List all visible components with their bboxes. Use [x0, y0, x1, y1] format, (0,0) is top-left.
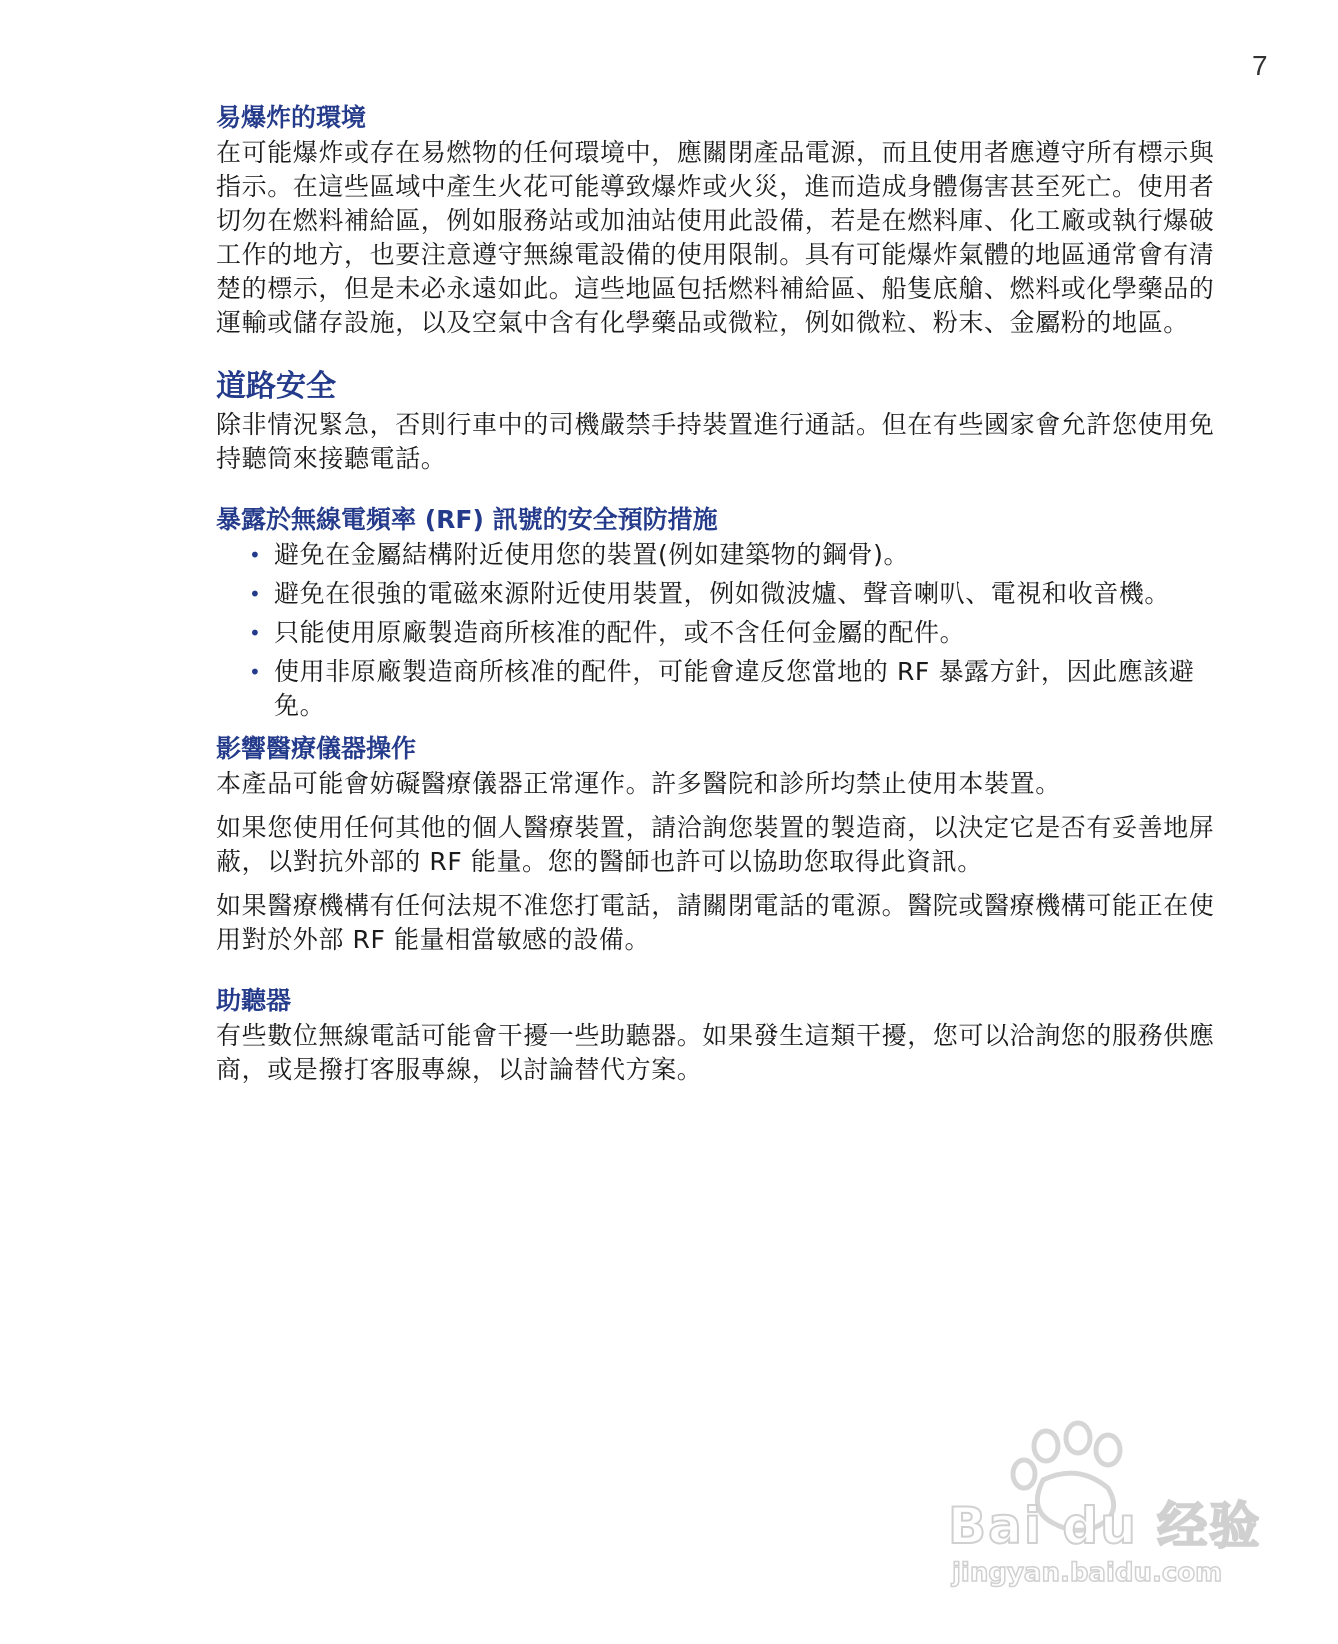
- list-item-text: 只能使用原廠製造商所核准的配件，或不含任何金屬的配件。: [274, 618, 966, 647]
- section-paragraph: 有些數位無線電話可能會干擾一些助聽器。如果發生這類干擾，您可以洽詢您的服務供應商，或是撥打客服專線，以討論替代方案。: [216, 1021, 1215, 1084]
- section-rf-exposure: [216, 502, 1228, 723]
- section-title: 影響醫療儀器操作: [216, 734, 417, 763]
- list-item-text: 使用非原廠製造商所核准的配件，可能會違反您當地的 RF 暴露方針，因此應該避免。: [274, 657, 1195, 720]
- list-item: [249, 538, 1228, 572]
- section-paragraph: 如果醫療機構有任何法規不准您打電話，請關閉電話的電源。醫院或醫療機構可能正在使用對於外部 RF 能量相當敏感的設備。: [216, 891, 1215, 954]
- section-explosive: [216, 100, 1228, 340]
- section-title: 暴露於無線電頻率 (RF) 訊號的安全預防措施: [216, 505, 718, 534]
- section-medical-devices: [216, 731, 1228, 957]
- section-title: 助聽器: [216, 986, 292, 1015]
- section-hearing-aids: [216, 983, 1228, 1087]
- bullet-icon: •: [249, 582, 262, 606]
- list-item-text: 避免在很強的電磁來源附近使用裝置，例如微波爐、聲音喇叭、電視和收音機。: [274, 579, 1171, 608]
- section-paragraph: 在可能爆炸或存在易燃物的任何環境中，應關閉產品電源，而且使用者應遵守所有標示與指示。在這些區域中產生火花可能導致爆炸或火災，進而造成身體傷害甚至死亡。使用者切勿在燃料補給區，例如服務站或加油站使用此設備，若是在燃料庫、化工廠或執行爆破工作的地方，也要注意遵守無線電設備的使用限制。具有可能爆炸氣體的地區通常會有清楚的標示，但是未必永遠如此。這些地區包括燃料補給區、船隻底艙、燃料或化學藥品的運輸或儲存設施，以及空氣中含有化學藥品或微粒，例如微粒、粉末、金屬粉的地區。: [216, 138, 1215, 337]
- section-title: 易爆炸的環境: [216, 103, 367, 132]
- section-paragraph: 如果您使用任何其他的個人醫療裝置，請洽詢您裝置的製造商，以決定它是否有妥善地屏蔽，以對抗外部的 RF 能量。您的醫師也許可以協助您取得此資訊。: [216, 813, 1215, 876]
- section-road-safety: [216, 366, 1228, 476]
- page-number: 7: [1252, 50, 1268, 81]
- list-item: [249, 577, 1228, 611]
- baidu-jingyan-watermark: [948, 1418, 1268, 1598]
- list-item: [249, 616, 1228, 650]
- list-item-text: 避免在金屬結構附近使用您的裝置(例如建築物的鋼骨)。: [274, 540, 910, 569]
- bullet-icon: •: [249, 660, 262, 684]
- watermark-url: jingyan.baidu.com: [952, 1558, 1223, 1588]
- bullet-icon: •: [249, 621, 262, 645]
- document-body: [216, 100, 1228, 1087]
- watermark-brand: Bai du 经验: [948, 1497, 1262, 1555]
- section-paragraph: 本產品可能會妨礙醫療儀器正常運作。許多醫院和診所均禁止使用本裝置。: [216, 769, 1061, 798]
- bullet-list: [216, 538, 1228, 723]
- section-title: 道路安全: [216, 369, 336, 404]
- list-item: [249, 655, 1228, 723]
- bullet-icon: •: [249, 543, 262, 567]
- section-paragraph: 除非情況緊急，否則行車中的司機嚴禁手持裝置進行通話。但在有些國家會允許您使用免持聽筒來接聽電話。: [216, 410, 1215, 473]
